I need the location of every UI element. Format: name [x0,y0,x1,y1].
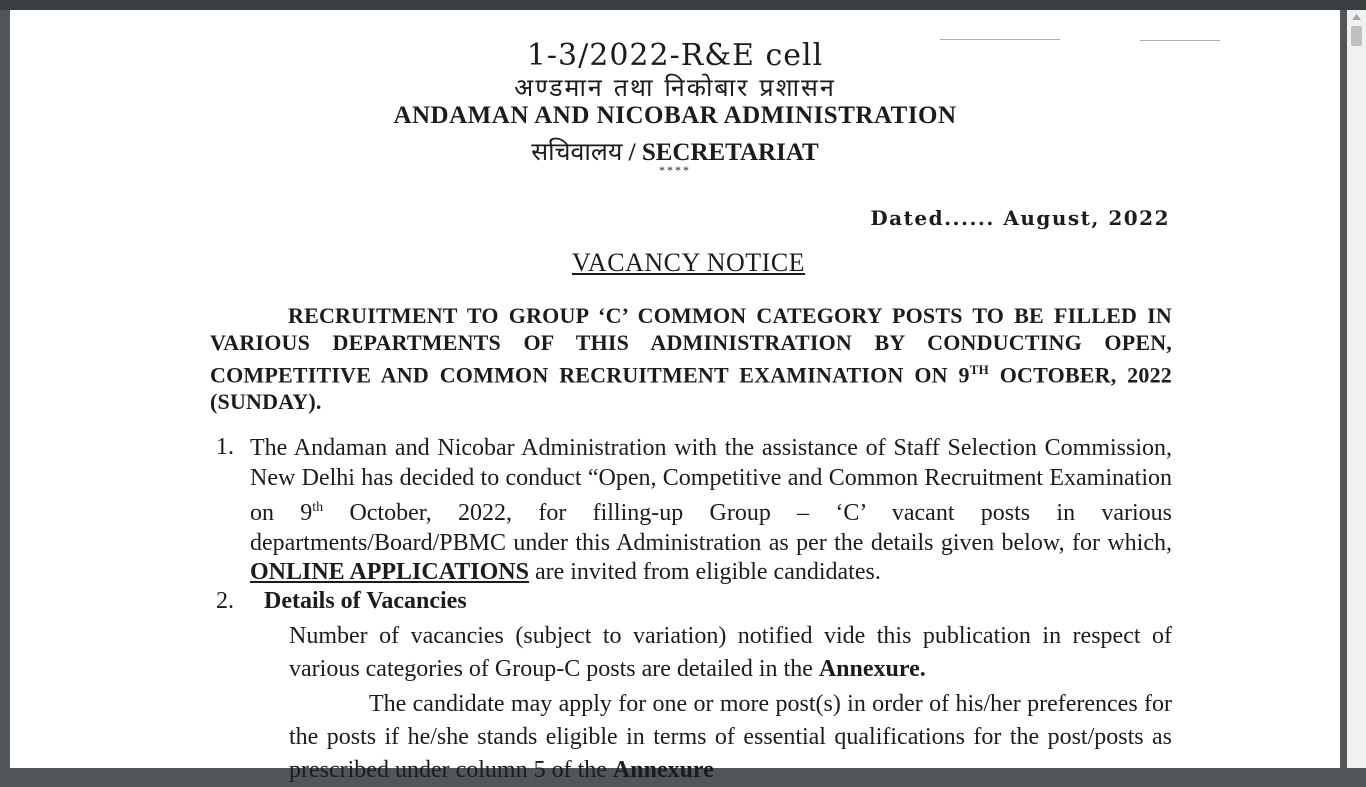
secretariat-hindi: सचिवालय [531,137,623,166]
heading-end: OCTOBER, 2022 (SUNDAY). [210,362,1172,415]
section2-title: Details of Vacancies [264,588,467,614]
star-divider: **** [659,163,691,177]
para1-text-b: October, 2022, for filling-up Group – ‘C’ vacant posts in various departments/Board/PBMC under this Administration as per the details given below, for which, [250,500,1172,556]
online-applications-text: ONLINE APPLICATIONS [250,559,529,585]
para2-annexure: Annexure. [818,656,926,682]
notice-title: VACANCY NOTICE [572,248,806,277]
hindi-administration-name: अण्डमान तथा निकोबार प्रशासन [514,73,836,102]
paragraph-1 [250,434,1172,588]
vertical-scrollbar[interactable] [1347,10,1366,768]
paragraph-2 [289,620,1172,686]
date-line: Dated...... August, 2022 [870,206,1170,230]
heading-main: RECRUITMENT TO GROUP ‘C’ COMMON CATEGORY POSTS TO BE FILLED IN VARIOUS DEPARTMENTS OF THIS ADMINISTRATION BY CONDUCTING OPEN, COMPETITIVE AND COMMON RECRUITMENT EXAMINATION ON 9 [210,303,1172,388]
document-page [10,10,1340,783]
para1-text-c: are invited from eligible candidates. [528,559,881,585]
chevron-up-icon[interactable] [1347,10,1366,24]
administration-name: ANDAMAN AND NICOBAR ADMINISTRATION [393,102,957,129]
para3-annexure: Annexure [612,757,714,783]
para2-text: Number of vacancies (subject to variation) notified vide this publication in respect of various categories of Group-C posts are detailed in the [289,623,1172,682]
secretariat-english: SECRETARIAT [641,139,819,166]
para1-text-a: The Andaman and Nicobar Administration with the assistance of Staff Selection Commission, New Delhi has decided to conduct “Open, Competitive and Common Recruitment Examination on 9 [250,435,1172,526]
secretariat-separator: / [622,139,642,166]
section2-number: 2. [216,588,234,614]
paragraph-3 [289,688,1172,787]
para1-number: 1. [216,434,234,460]
reference-number: 1-3/2022-R&E cell [526,38,824,73]
para3-text: The candidate may apply for one or more post(s) in order of his/her preferences for the posts if he/she stands eligible in terms of essential qualifications for the post/posts as prescribed under column 5 of the [289,691,1172,783]
para1-superscript: th [312,500,324,515]
recruitment-heading [210,302,1172,415]
scroll-thumb[interactable] [1351,26,1362,46]
viewer-top-bar [0,0,1366,10]
heading-superscript: TH [969,362,989,377]
